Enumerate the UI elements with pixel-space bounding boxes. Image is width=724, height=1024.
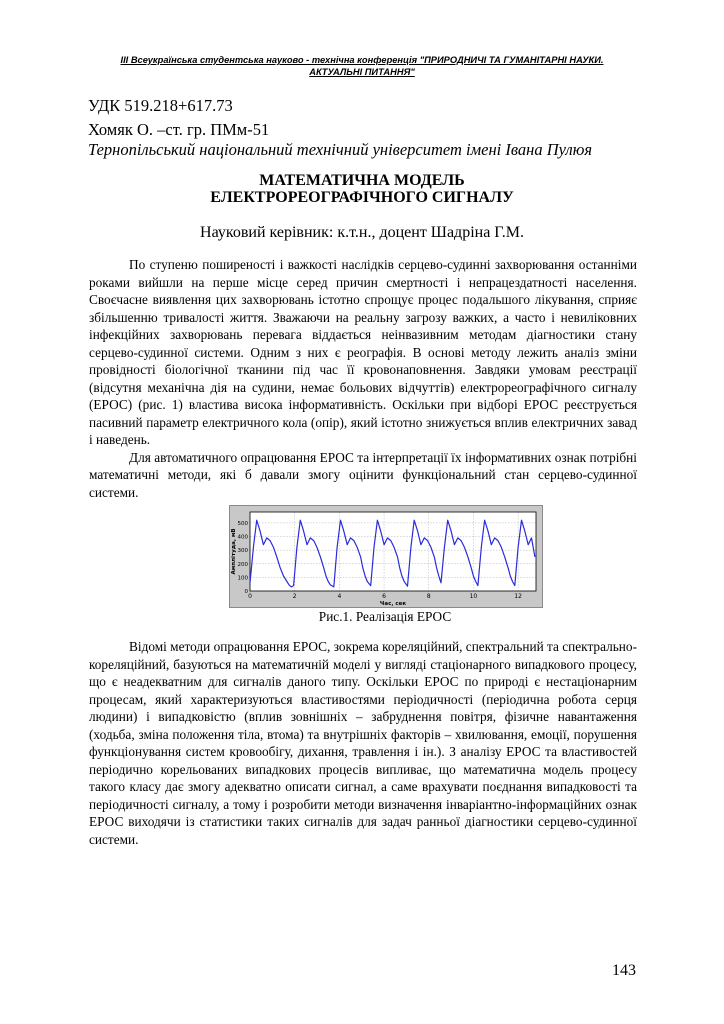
body-paragraph: По ступеню поширеності і важкості наслідків серцево-судинні захворювання останніми роками вийшли на перше місце серед причин смертності і непрацездатності населення. Своєчасне виявлення цих захворювань істотно спрощує процес подальшого лікування, сприяє збільшенню тривалості життя. Зважаючи на реальну загрозу важких, а часто і невиліковних інфекційних захворювань перевага віддається неінвазивним методам діагностики стану серцево-судинної системи. Одним з них є реографія. В основі методу лежить аналіз зміни провідності біологічної тканини під час її кровонаповнення. Завдяки умовам реєстрації (відсутня механічна дія на судини, немає больових відчуттів) електрореографічного сигналу (ЕРОС) (рис. 1) властива висока інформативність. Оскільки при відборі ЕРОС реєструється пасивний параметр електричного кола (опір), який істотно знижується вплив електричних завад і наведень. (89, 257, 637, 447)
y-tick-label: 500 (237, 520, 248, 527)
paper-title-line-1: МАТЕМАТИЧНА МОДЕЛЬ (259, 172, 465, 189)
author-line: Хомяк О. –ст. гр. ПМм-51 (88, 120, 270, 139)
conference-header-line-2: АКТУАЛЬНІ ПИТАННЯ" (309, 67, 415, 77)
figure-eros-chart (229, 505, 543, 608)
figure-caption: Рис.1. Реалізація ЕРОС (318, 609, 452, 624)
x-tick-label: 0 (248, 593, 252, 600)
y-tick-label: 100 (237, 575, 248, 582)
paper-title (80, 172, 644, 206)
udk-code: УДК 519.218+617.73 (88, 96, 233, 115)
x-tick-label: 8 (426, 593, 431, 600)
y-tick-label: 400 (237, 534, 248, 541)
page-number: 143 (612, 962, 636, 979)
y-tick-label: 0 (244, 589, 248, 595)
x-tick-label: 4 (337, 593, 342, 600)
conference-header (80, 54, 644, 78)
y-tick-label: 200 (237, 561, 248, 568)
x-tick-label: 6 (382, 593, 386, 600)
body-paragraph: Для автоматичного опрацювання ЕРОС та інтерпретації їх інформативних ознак потрібні математичні методи, які б давали змогу оцінити функціональний стан серцево-судинної системи. (89, 449, 637, 500)
x-tick-label: 10 (469, 593, 478, 600)
affiliation-line: Тернопільський національний технічний університет імені Івана Пулюя (88, 140, 593, 159)
conference-header-line-1: ІІІ Всеукраїнська студентська науково - технічна конференція "ПРИРОДНИЧІ ТА ГУМАНІТАРНІ НАУКИ. (120, 55, 604, 65)
plot-background (250, 512, 536, 591)
x-axis-label: Час, сек (379, 601, 407, 607)
x-tick-label: 2 (292, 593, 297, 600)
body-text-before-figure (89, 256, 637, 501)
paper-title-line-2: ЕЛЕКТРОРЕОГРАФІЧНОГО СИГНАЛУ (210, 189, 514, 206)
y-tick-label: 300 (237, 548, 248, 555)
body-text-after-figure (89, 638, 637, 848)
x-tick-label: 12 (514, 593, 522, 600)
body-paragraph: Відомі методи опрацювання ЕРОС, зокрема кореляційний, спектральний та спектрально-кореляційний, базуються на математичній моделі у вигляді стаціонарного випадкового процесу, що є неадекватним для сигналів даного типу. Оскільки ЕРОС по природі є нестаціонарним процесам, який характеризуються властивостями періодичності (періодична робота серця людини) і випадковістю (вплив зовнішніх – забруднення повітря, фізичне навантаження (ходьба, зміна положення тіла, втома) та внутрішніх факторів – хвилювання, емоції, порушення функціонування систем кровообігу, дихання, травлення і ін.). З аналізу ЕРОС та властивостей періодично корельованих випадкових процесів випливає, що математична модель процесу такого класу дає змогу адекватно описати сигнал, а саме врахувати поєднання випадковості та періодичності сигналу, а тому і розробити методи визначення інваріантно-інформаційних ознак ЕРОС виходячи із статистики таких сигналів для задач ранньої діагностики серцево-судинної системи. (89, 639, 637, 847)
supervisor-line: Науковий керівник: к.т.н., доцент Шадріна Г.М. (200, 224, 524, 241)
eros-line-chart (230, 506, 542, 607)
y-axis-label: Амплітуда, мВ (231, 528, 237, 575)
